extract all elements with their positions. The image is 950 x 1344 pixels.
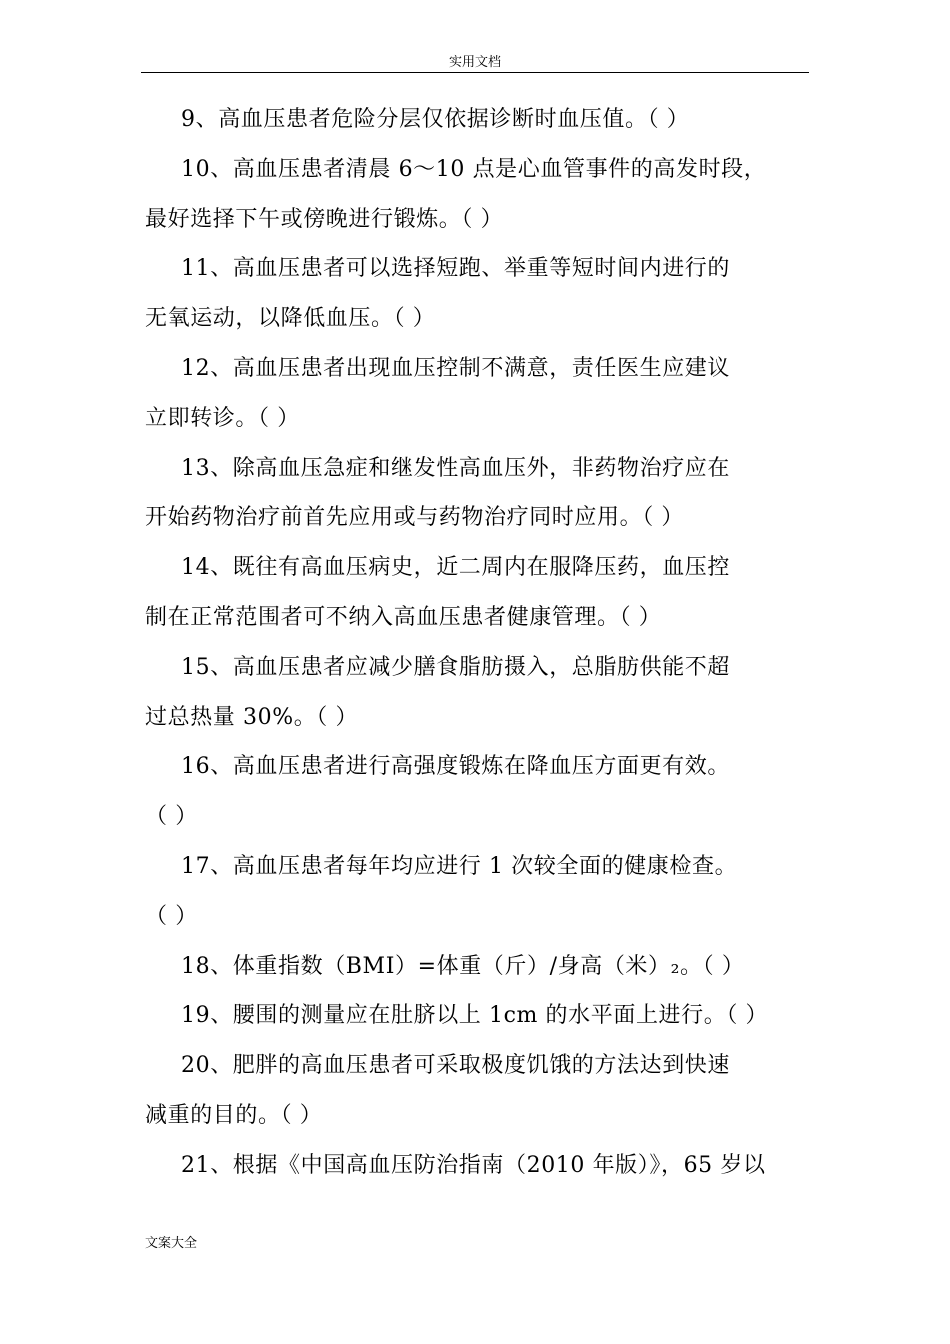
question-16-line-2: （ ）	[145, 804, 198, 830]
question-15-line-2: 过总热量 30%。（ ）	[145, 704, 359, 730]
question-10-line-2: 最好选择下午或傍晚进行锻炼。（ ）	[145, 206, 504, 232]
question-11-line-1: 11、高血压患者可以选择短跑、举重等短时间内进行的	[181, 256, 730, 282]
question-17-line-2: （ ）	[145, 903, 198, 929]
question-16-line-1: 16、高血压患者进行高强度锻炼在降血压方面更有效。	[181, 754, 730, 780]
question-20-line-1: 20、肥胖的高血压患者可采取极度饥饿的方法达到快速	[181, 1053, 730, 1079]
question-list	[145, 95, 825, 1191]
question-14-line-1: 14、既往有高血压病史，近二周内在服降压药，血压控	[181, 555, 730, 581]
question-19-line: 19、腰围的测量应在肚脐以上 1cm 的水平面上进行。（ ）	[181, 1003, 769, 1029]
page-header-title: 实用文档	[448, 55, 501, 70]
question-13-line-2: 开始药物治疗前首先应用或与药物治疗同时应用。（ ）	[145, 505, 684, 531]
question-12-line-2: 立即转诊。（ ）	[145, 405, 300, 431]
question-17-line-1: 17、高血压患者每年均应进行 1 次较全面的健康检查。	[181, 853, 738, 879]
question-9-line: 9、高血压患者危险分层仅依据诊断时血压值。（ ）	[181, 107, 690, 132]
question-20-line-2: 减重的目的。（ ）	[145, 1102, 323, 1128]
question-18-line: 18、体重指数（BMI）=体重（斤）/身高（米）₂。（ ）	[181, 953, 745, 979]
header-divider	[141, 72, 809, 73]
question-11-line-2: 无氧运动，以降低血压。（ ）	[145, 306, 436, 332]
page-footer-text: 文案大全	[145, 1236, 198, 1251]
question-13-line-1: 13、除高血压急症和继发性高血压外，非药物治疗应在	[181, 455, 730, 481]
question-21-line-1: 21、根据《中国高血压防治指南（2010 年版）》，65 岁以	[181, 1152, 766, 1178]
question-12-line-1: 12、高血压患者出现血压控制不满意，责任医生应建议	[181, 355, 730, 381]
question-10-line-1: 10、高血压患者清晨 6～10 点是心血管事件的高发时段，	[181, 156, 767, 182]
question-15-line-1: 15、高血压患者应减少膳食脂肪摄入，总脂肪供能不超	[181, 654, 730, 680]
question-14-line-2: 制在正常范围者可不纳入高血压患者健康管理。（ ）	[145, 604, 662, 630]
